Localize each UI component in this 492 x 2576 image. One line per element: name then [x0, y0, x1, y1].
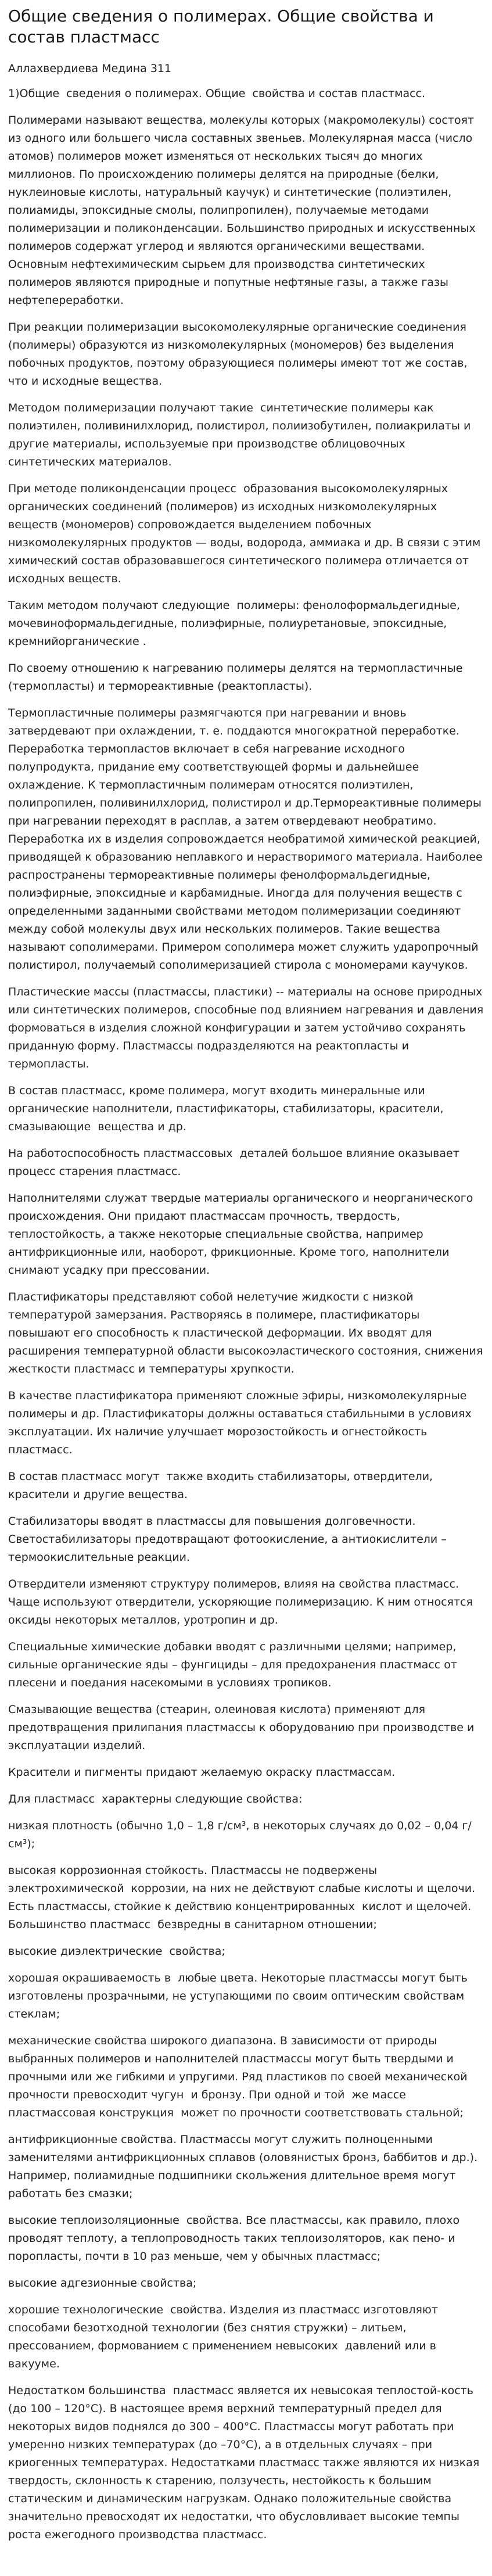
paragraph: Для пластмасс характерны следующие свойства: — [8, 1793, 303, 1805]
paragraph: Пластификаторы представляют собой нелетучие жидкости с низкой температурой замерзания. Растворяясь в полимере, пластификаторы повышают его способность к пластической деформации. Их вводят для расширения температурной области высокоэластического состояния, снижения жесткости пластмасс и температуры хрупкости. — [8, 1291, 487, 1375]
paragraph: высокие диэлектрические свойства; — [8, 1945, 225, 1958]
paragraph: антифрикционные свойства. Пластмассы могут служить полноценными заменителями антифрикционных сплавов (оловянистых бронз, баббитов и др.). Например, полиамидные подшипники скольжения длительное время могут работать без смазки; — [8, 2133, 482, 2200]
paragraph: Смазывающие вещества (стеарин, олеиновая кислота) применяют для предотвращения прилипания пластмассы к оборудованию при производстве и эксплуатации изделий. — [8, 1703, 478, 1752]
paragraph: В состав пластмасс, кроме полимера, могут входить минеральные или органические наполнители, пластификаторы, стабилизаторы, красители, смазывающие вещества и др. — [8, 1084, 447, 1133]
paragraph: При методе поликонденсации процесс образования высокомолекулярных органических соединений (полимеров) из исходных низкомолекулярных веществ (мономеров) сопровождается выделением побочных низкомолекулярных продуктов — воды, водорода, аммиака и др. В связи с этим химический состав образовавшегося синтетического полимера отличается от исходных веществ. — [8, 482, 484, 585]
paragraph: Стабилизаторы вводят в пластмассы для повышения долговечности. Светостабилизаторы предотвращают фотоокисление, а антиокислители – термоокислительные реакции. — [8, 1515, 450, 1564]
paragraph: хорошие технологические свойства. Изделия из пластмасс изготовляют способами безотходной технологии (без снятия стружки) – литьем, прессованием, формованием с применением невысоких давлений или в вакууме. — [8, 2303, 442, 2370]
paragraph: Полимерами называют вещества, молекулы которых (макромолекулы) состоят из одного или большего числа составных звеньев. Молекулярная масса (число атомов) полимеров может изменяться от нескольких тысяч до многих миллионов. По происхождению полимеры делятся на природные (белки, нуклеиновые кислоты, натуральный каучук) и синтетические (полиэтилен, полиамиды, эпоксидные смолы, полипропилен), получаемые методами полимеризации и поликонденсации. Большинство природных и искусственных полимеров содержат углерод и являются органическими веществами. Основным нефтехимическим сырьем для производства синтетических полимеров являются природные и попутные нефтяные газы, а также газы нефтепереработки. — [8, 114, 479, 307]
paragraph: На работоспособность пластмассовых деталей большое влияние оказывает процесс старения пластмасс. — [8, 1147, 463, 1178]
author-line: Аллахвердиева Медина 311 — [8, 62, 172, 75]
paragraph: хорошая окрашиваемость в любые цвета. Некоторые пластмассы могут быть изготовлены прозрачными, не уступающими по своим оптическим свойствам стеклам; — [8, 1972, 471, 2020]
paragraph: При реакции полимеризации высокомолекулярные органические соединения (полимеры) образуются из низкомолекулярных (мономеров) без выделения побочных продуктов, поэтому образующиеся полимеры имеют тот же состав, что и исходные вещества. — [8, 321, 471, 388]
paragraph: Таким методом получают следующие полимеры: фенолоформальдегидные, мочевиноформальдегидные, полиэфирные, полиуретановые, эпоксидные, кремнийорганические . — [8, 599, 464, 648]
paragraph: высокие теплоизоляционные свойства. Все пластмассы, как правило, плохо проводят теплоту, а теплопроводность таких теплоизоляторов, как пено- и поропласты, почти в 10 раз меньше, чем у обычных пластмасс; — [8, 2214, 464, 2263]
paragraph: высокие адгезионные свойства; — [8, 2277, 197, 2290]
paragraph: высокая коррозионная стойкость. Пластмассы не подвержены электрохимической коррозии, на них не действуют слабые кислоты и щелочи. Есть пластмассы, стойкие к действию концентрированных кислот и щелочей. Большинство пластмасс безвредны в санитарном отношении; — [8, 1864, 479, 1931]
document-title: Общие сведения о полимерах. Общие свойства и состав пластмасс — [8, 6, 434, 46]
paragraph: 1)Общие сведения о полимерах. Общие свойства и состав пластмасс. — [8, 87, 426, 100]
paragraph: Наполнителями служат твердые материалы органического и неорганического происхождения. Они придают пластмассам прочность, твердость, теплостойкость, а также некоторые специальные свойства, например антифрикционные или, наоборот, фрикционные. Кроме того, наполнители снимают усадку при прессовании. — [8, 1192, 477, 1277]
paragraph: В качестве пластификатора применяют сложные эфиры, низкомолекулярные полимеры и др. Пластификаторы должны оставаться стабильными в условиях эксплуатации. Их наличие улучшает морозостойкость и огнестойкость пластмасс. — [8, 1389, 475, 1456]
paragraph: Недостатком большинства пластмасс является их невысокая теплостой-кость (до 100 – 120°С). В настоящее время верхний температурный предел для некоторых видов поднялся до 300 – 400°С. Пластмассы могут работать при умеренно низких температурах (до –70°С), а в отдельных случаях – при криогенных температурах. Недостатками пластмасс также являются их низкая твердость, склонность к старению, ползучесть, нестойкость к большим статическим и динамическим нагрузкам. Однако положительные свойства значительно превосходят их недостатки, что обусловливает высокие темпы роста ежегодного производства пластмасс. — [8, 2384, 483, 2541]
paragraph: механические свойства широкого диапазона. В зависимости от природы выбранных полимеров и наполнителей пластмассы могут быть твердыми и прочными или же гибкими и упругими. Ряд пластиков по своей механической прочности превосходит чугун и бронзу. При одной и той же массе пластмассовая конструкция может по прочности соответствовать стальной; — [8, 2034, 471, 2119]
paragraph: Пластические массы (пластмассы, пластики) -- материалы на основе природных или синтетических полимеров, способные под влиянием нагревания и давления формоваться в изделия сложной конфигурации и затем устойчиво сохранять приданную форму. Пластмассы подразделяются на реактопласты и термопласты. — [8, 986, 487, 1070]
paragraph: Отвердители изменяют структуру полимеров, влияя на свойства пластмасс. Чаще используют отвердители, ускоряющие полимеризацию. К ним относятся оксиды некоторых металлов, уротропин и др. — [8, 1578, 476, 1626]
document-body — [8, 85, 487, 2544]
paragraph: По своему отношению к нагреванию полимеры делятся на термопластичные (термопласты) и термореактивные (реактопласты). — [8, 662, 466, 693]
paragraph: В состав пластмасс могут также входить стабилизаторы, отвердители, красители и другие вещества. — [8, 1470, 437, 1501]
paragraph: Методом полимеризации получают такие синтетические полимеры как полиэтилен, поливинилхлорид, полистирол, полиизобутилен, полиакрилаты и другие материалы, используемые при производстве облицовочных синтетических материалов. — [8, 402, 475, 468]
paragraph: Красители и пигменты придают желаемую окраску пластмассам. — [8, 1766, 396, 1779]
paragraph: Термопластичные полимеры размягчаются при нагревании и вновь затвердевают при охлаждении, т. е. поддаются многократной переработке. Переработка термопластов включает в себя нагревание исходного полупродукта, придание ему соответствующей формы и дальнейшее охлаждение. К термопластичным полимерам относятся полиэтилен, полипропилен, поливинилхлорид, полистирол и др.Термореактивные полимеры при нагревании переходят в расплав, а затем отвердевают необратимо. Переработка их в изделия сопровождается необратимой химической реакцией, приводящей к образованию неплавкого и нерастворимого материала. Наиболее распространены термореактивные полимеры фенолформальдегидные, полиэфирные, эпоксидные и карбамидные. Иногда для получения веществ с определенными заданными свойствами методом полимеризации соединяют между собой молекулы двух или нескольких полимеров. Такие вещества называют сополимерами. Примером сополимера может служить ударопрочный полистирол, получаемый сополимеризацией стирола с мономерами каучуков. — [8, 707, 486, 972]
paragraph: Специальные химические добавки вводят с различными целями; например, сильные органические яды – фунгициды – для предохранения пластмасс от плесени и поедания насекомыми в условиях тропиков. — [8, 1640, 461, 1689]
paragraph: низкая плотность (обычно 1,0 – 1,8 г/см³, в некоторых случаях до 0,02 – 0,04 г/см³); — [8, 1819, 472, 1850]
